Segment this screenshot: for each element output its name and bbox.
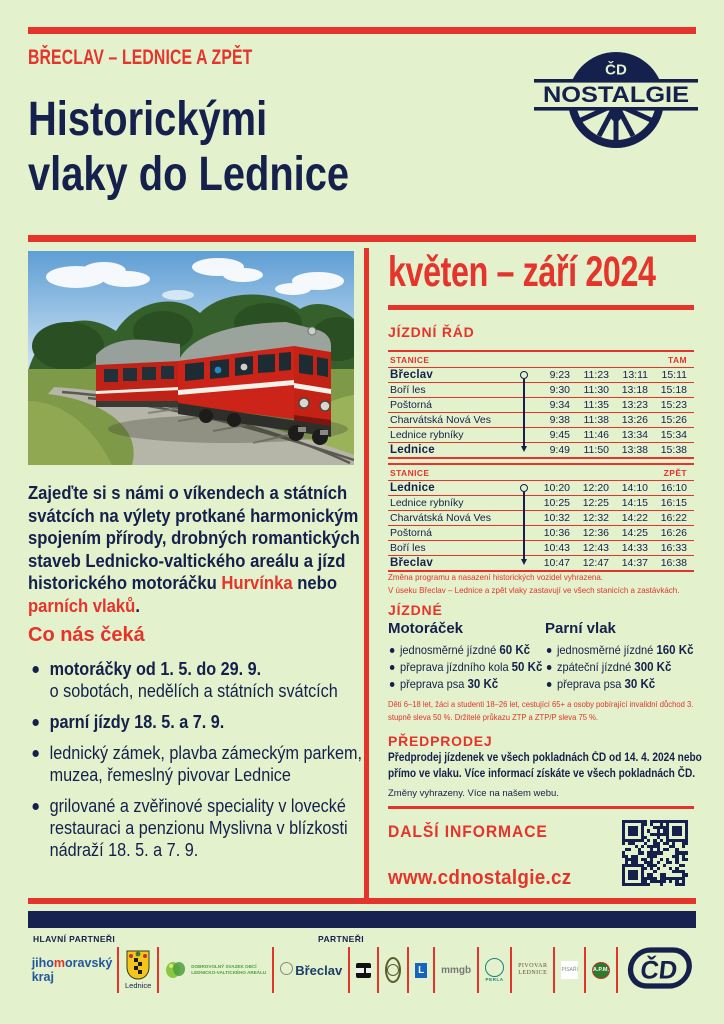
departure-time: 11:50 [583,444,609,456]
timetable-row [388,556,694,572]
station-name: Boří les [390,542,426,554]
station-name: Poštorná [390,399,433,411]
season-heading: květen – září 2024 [388,248,656,296]
info-rule [388,806,694,809]
departure-time: 11:38 [583,414,609,426]
highlight-hurvinka: Hurvínka [221,572,293,593]
departure-time: 14:37 [621,557,648,569]
section-heading-predprodej: PŘEDPRODEJ [388,733,493,749]
route-start-icon [520,484,528,492]
station-name: Charvátská Nová Ves [390,512,491,524]
section-heading-jizdni-rad: JÍZDNÍ ŘÁD [388,324,475,340]
fare-column-parni-vlak [545,620,700,693]
breclav-mark-icon [280,962,293,975]
departure-time: 9:45 [549,429,570,441]
station-name: Lednice [390,444,435,456]
departure-time: 9:38 [549,414,570,426]
station-name: Poštorná [390,527,433,539]
departure-time: 9:49 [549,444,570,456]
route-start-icon [520,371,528,379]
logo-perla: PERLA [485,958,504,982]
route-line [519,484,529,565]
logo-cd-text: ČD [605,61,627,79]
timetable-outbound [388,350,694,459]
departure-time: 12:47 [582,557,609,569]
fare-item: jednosměrné jízdné 160 Kč [545,642,688,659]
route-end-arrow-icon [521,559,527,565]
timetable-row [388,383,694,398]
departure-time: 12:36 [582,527,609,539]
departure-time: 16:22 [660,512,687,524]
presale-text: Předprodej jízdenek ve všech pokladnách ČD od 14. 4. 2024 nebo přímo ve vlaku. Více informací získáte ve všech pokladnách ČD. [388,752,702,780]
departure-time: 11:46 [583,429,609,441]
timetable-row [388,413,694,428]
timetable-header-row: STANICE ZPĚT [388,465,694,481]
departure-time: 14:22 [621,512,648,524]
departure-time: 13:38 [621,444,648,456]
logo-blue-l: L [415,963,427,978]
title-rule [28,235,696,242]
section-heading-co-nas-ceka: Co nás čeká [28,624,145,646]
departure-time: 13:23 [621,399,648,411]
station-name: Lednice rybníky [390,429,464,441]
timetable-row [388,428,694,443]
departure-time: 12:32 [582,512,609,524]
route-label: BŘECLAV – LEDNICE A ZPĚT [28,46,253,69]
main-partners-label: HLAVNÍ PARTNEŘI [33,934,116,944]
partner-separator [377,947,379,993]
station-name: Lednice rybníky [390,497,464,509]
partners-label: PARTNEŘI [318,934,365,944]
timetable-return [388,463,694,572]
footer-rule [28,898,696,904]
logo-apm: A.P.M. [592,962,610,979]
footer-bar [28,911,696,928]
partner-separator [553,947,555,993]
logo-pisari: PÍSAŘI [561,961,577,979]
lednice-crest-icon [126,950,150,980]
station-name: Břeclav [390,369,433,381]
departure-time: 15:34 [660,429,687,441]
departure-time: 10:25 [543,497,570,509]
departure-time: 11:23 [583,369,609,381]
departure-time: 13:18 [621,384,648,396]
partner-logos-row [33,944,696,996]
logo-lednice-crest: Lednice [125,950,151,990]
timetable-row [388,368,694,383]
logo-breclav: Břeclav [280,962,342,978]
website-url[interactable]: www.cdnostalgie.cz [388,866,572,889]
departure-time: 16:38 [660,557,687,569]
departure-time: 14:33 [621,542,648,554]
logo-mmgb: mmgb [441,964,472,976]
partner-separator [584,947,586,993]
departure-time: 14:15 [621,497,648,509]
section-heading-dalsi-informace: DALŠÍ INFORMACE [388,822,548,841]
departure-time: 15:26 [660,414,687,426]
departure-time: 15:18 [660,384,687,396]
title-line-2: vlaky do Lednice [28,148,350,201]
fare-column-motoracek [388,620,548,693]
fare-item: přeprava jízdního kola 50 Kč [388,659,535,676]
list-item: motoráčky od 1. 5. do 29. 9. o sobotách, nedělích a státních svátcích [28,658,366,702]
logo-jihomoravsky-kraj: jihomoravský kraj [31,956,113,984]
fare-item: přeprava psa 30 Kč [545,676,688,693]
list-item: lednický zámek, plavba zámeckým parkem, muzea, řemeslný pivovar Lednice [28,742,366,786]
departure-time: 10:32 [543,512,570,524]
departure-time: 15:38 [660,444,687,456]
departure-time: 13:26 [621,414,648,426]
presale-note: Změny vyhrazeny. Více na našem webu. [388,788,559,799]
partner-separator [157,947,159,993]
timetable-row [388,398,694,413]
departure-time: 9:30 [549,384,570,396]
departure-time: 9:23 [549,369,570,381]
timetable-row [388,511,694,526]
departure-time: 11:35 [583,399,609,411]
departure-time: 10:43 [543,542,570,554]
timetable-row [388,481,694,496]
departure-time: 15:23 [660,399,687,411]
departure-time: 10:20 [543,482,570,494]
intro-paragraph: Zajeďte si s námi o víkendech a státních svátcích na výlety protkané harmonickým spojením přírody, drobných romantických staveb Lednicko-valtického areálu a jízd historického motoráčku Hurvínka nebo parních vlaků. [28,482,360,616]
dso-emblem-icon [165,960,187,980]
fare-item: zpáteční jízdné 300 Kč [545,659,688,676]
departure-time: 13:11 [622,369,648,381]
logo-cd [624,945,696,996]
departure-time: 16:33 [660,542,687,554]
timetable-row [388,496,694,511]
station-name: Charvátská Nová Ves [390,414,491,426]
section-heading-jizdne: JÍZDNÉ [388,602,443,618]
partner-separator [117,947,119,993]
season-rule [388,305,694,310]
departure-time: 12:25 [582,497,609,509]
route-end-arrow-icon [521,446,527,452]
fare-item: jednosměrné jízdné 60 Kč [388,642,535,659]
fare-item: přeprava psa 30 Kč [388,676,535,693]
station-name: Lednice [390,482,435,494]
partner-separator [616,947,618,993]
logo-dso-lva: DOBROVOLNÝ SVAZEK OBCÍ LEDNICKO-VALTICKÉHO AREÁLU [165,960,266,980]
partner-separator [348,947,350,993]
discount-note: Děti 6–18 let, žáci a studenti 18–26 let, cestující 65+ a osoby pobírající invalidní důchod 3. stupně sleva 50 %. Držitelé průkazu ZTP a ZTP/P sleva 75 %. [388,699,694,722]
perla-emblem-icon [485,958,504,977]
cd-nostalgie-logo [534,50,698,156]
fare-column-title: Motoráček [388,620,464,637]
departure-time: 12:43 [582,542,609,554]
logo-nostalgie-text: NOSTALGIE [543,82,689,107]
page-title [28,92,377,202]
partner-separator [433,947,435,993]
departure-time: 16:26 [660,527,687,539]
departure-time: 13:34 [621,429,648,441]
top-rule [28,27,696,34]
partner-separator [272,947,274,993]
logo-round-stamp [385,957,401,983]
partner-separator [477,947,479,993]
qr-code [622,820,688,886]
timetable-row [388,443,694,459]
departure-time: 14:10 [621,482,648,494]
what-awaits-list [28,658,366,870]
highlight-parni-vlaky: parních vlaků [28,594,136,616]
logo-partner-badge [356,963,371,978]
station-name: Břeclav [390,557,433,569]
timetable-row [388,541,694,556]
intro-text: Zajeďte si s námi o víkendech a státních svátcích na výlety protkané harmonickým spojením přírody, drobných romantických staveb Lednicko-valtického areálu a jízd historického motoráčku [28,482,360,593]
partner-separator [510,947,512,993]
departure-time: 16:10 [660,482,687,494]
timetable-header-row: STANICE TAM [388,352,694,368]
partner-separator [407,947,409,993]
departure-time: 9:34 [549,399,570,411]
timetable-notes: Změna programu a nasazení historických vozidel vyhrazena. V úseku Břeclav – Lednice a zpět vlaky zastavují ve všech stanicích a zastávkách. [388,572,680,595]
departure-time: 16:15 [660,497,687,509]
logo-pivovar-lednice: PIVOVAR LEDNICE [518,963,548,976]
cd-logo-text: ČD [638,956,679,984]
route-line [519,371,529,452]
departure-time: 10:47 [543,557,570,569]
departure-time: 14:25 [621,527,648,539]
list-item: parní jízdy 18. 5. a 7. 9. [28,711,366,733]
departure-time: 10:36 [543,527,570,539]
title-line-1: Historickými [28,93,268,146]
station-name: Boří les [390,384,426,396]
train-photo [28,251,354,465]
departure-time: 15:11 [661,369,687,381]
fare-column-title: Parní vlak [545,620,616,637]
departure-time: 12:20 [582,482,609,494]
departure-time: 11:30 [583,384,609,396]
timetable-row [388,526,694,541]
list-item: grilované a zvěřinové speciality v lovecké restauraci a penzionu Myslivna v blízkosti nádraží 18. 5. a 7. 9. [28,795,366,861]
